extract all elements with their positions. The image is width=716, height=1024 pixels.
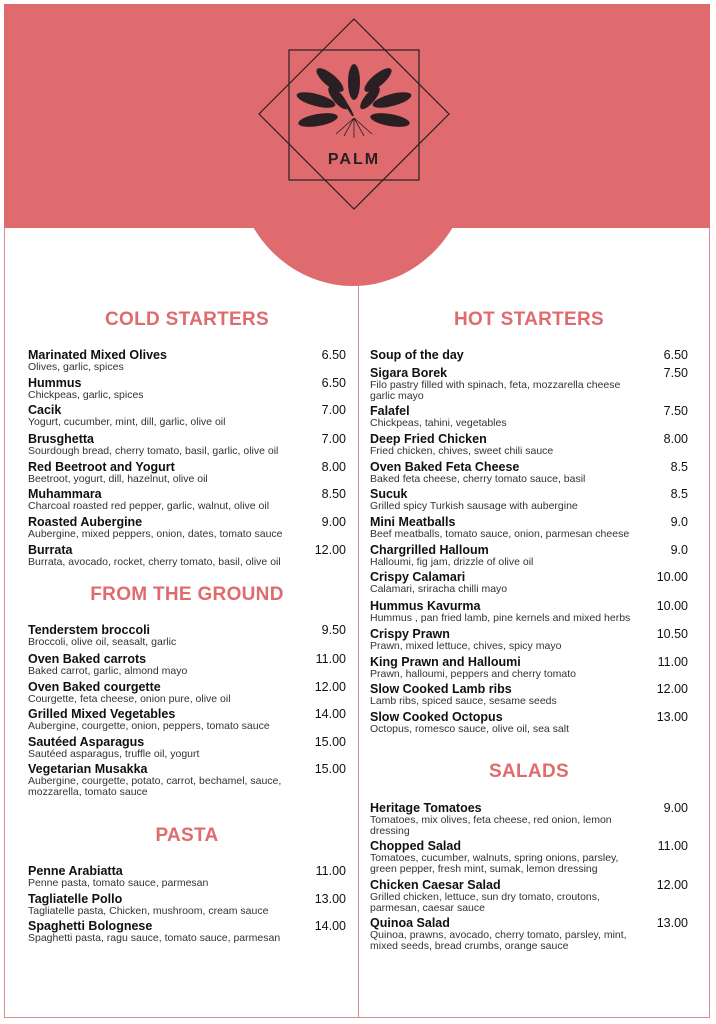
menu-item-description: Quinoa, prawns, avocado, cherry tomato, parsley, mint, mixed seeds, bread crumbs, orange sauce [370, 929, 627, 952]
menu-item-name: Hummus [28, 376, 82, 390]
menu-item-name: Red Beetroot and Yogurt [28, 460, 175, 474]
menu-item-price: 8.00 [663, 432, 688, 446]
menu-item-price: 8.5 [670, 460, 688, 474]
menu-item-name: Hummus Kavurma [370, 599, 481, 613]
menu-item [370, 802, 688, 836]
menu-item-description: Charcoal roasted red pepper, garlic, walnut, olive oil [28, 500, 270, 512]
menu-item-description: Beetroot, yogurt, dill, hazelnut, olive oil [28, 473, 208, 485]
menu-item [370, 488, 688, 512]
menu-item-description: Courgette, feta cheese, onion pure, olive oil [28, 693, 231, 705]
menu-item-name: Marinated Mixed Olives [28, 348, 167, 362]
menu-item [28, 920, 346, 944]
menu-item-name: Chargrilled Halloum [370, 543, 489, 557]
menu-item-description: Spaghetti pasta, ragu sauce, tomato sauce, parmesan [28, 932, 281, 944]
menu-item-description: Aubergine, courgette, onion, peppers, tomato sauce [28, 720, 270, 732]
menu-item-price: 12.00 [656, 682, 688, 696]
menu-item [28, 544, 346, 568]
menu-item-name: Quinoa Salad [370, 916, 450, 930]
menu-item-description: Tagliatelle pasta, Chicken, mushroom, cream sauce [28, 905, 269, 917]
menu-item-price: 7.00 [321, 403, 346, 417]
menu-item-name: Sigara Borek [370, 366, 448, 380]
menu-item-description: Octopus, romesco sauce, olive oil, sea salt [370, 723, 570, 735]
menu-item-price: 7.00 [321, 432, 346, 446]
menu-item-name: Roasted Aubergine [28, 515, 143, 529]
menu-item-price: 8.5 [670, 487, 688, 501]
menu-item-name: Tenderstem broccoli [28, 623, 151, 637]
menu-item-price: 9.0 [670, 515, 688, 529]
menu-item-description: Baked feta cheese, cherry tomato sauce, basil [370, 473, 586, 485]
menu-item-description: Calamari, sriracha chilli mayo [370, 583, 508, 595]
menu-item-description: Tomatoes, mix olives, feta cheese, red onion, lemon dressing [370, 814, 612, 837]
menu-item-name: Crispy Prawn [370, 627, 450, 641]
menu-item-description: Prawn, mixed lettuce, chives, spicy mayo [370, 640, 562, 652]
menu-item-price: 11.00 [657, 655, 688, 669]
menu-item [28, 624, 346, 648]
menu-item-description: Baked carrot, garlic, almond mayo [28, 665, 188, 677]
menu-item-price: 9.0 [670, 543, 688, 557]
menu-item [370, 879, 688, 913]
menu-item [28, 893, 346, 917]
brand-name: PALM [327, 151, 381, 168]
menu-item-name: Mini Meatballs [370, 515, 456, 529]
menu-item-name: Grilled Mixed Vegetables [28, 707, 176, 721]
menu-item-description: Chickpeas, garlic, spices [28, 389, 144, 401]
menu-item-description: Tomatoes, cucumber, walnuts, spring onions, parsley, green pepper, fresh mint, sumak, lemon dressing [370, 852, 619, 875]
menu-item-price: 14.00 [314, 707, 346, 721]
menu-item-name: Oven Baked Feta Cheese [370, 460, 520, 474]
menu-item-name: Falafel [370, 404, 410, 418]
menu-item-description: Penne pasta, tomato sauce, parmesan [28, 877, 209, 889]
menu-item-price: 8.00 [321, 460, 346, 474]
menu-item [28, 763, 346, 797]
menu-item-description: Olives, garlic, spices [28, 361, 124, 373]
menu-item [370, 711, 688, 735]
menu-item-price: 12.00 [314, 680, 346, 694]
menu-item [370, 544, 688, 568]
menu-item-description: Beef meatballs, tomato sauce, onion, parmesan cheese [370, 528, 630, 540]
menu-item-price: 9.00 [663, 801, 688, 815]
palm-logo [256, 16, 452, 212]
menu-item [370, 516, 688, 540]
menu-item-price: 6.50 [663, 348, 688, 362]
menu-item-name: Sautéed Asparagus [28, 735, 145, 749]
menu-item [370, 571, 688, 595]
menu-item-name: Sucuk [370, 487, 408, 501]
section-title-cold-starters: COLD STARTERS [105, 309, 269, 330]
menu-item [370, 461, 688, 485]
menu-item-name: Vegetarian Musakka [28, 762, 148, 776]
menu-item-price: 12.00 [656, 878, 688, 892]
menu-item-price: 8.50 [321, 487, 346, 501]
menu-item-description: Grilled spicy Turkish sausage with aubergine [370, 500, 578, 512]
menu-item-price: 12.00 [314, 543, 346, 557]
menu-item-description: Lamb ribs, spiced sauce, sesame seeds [370, 695, 557, 707]
menu-item [370, 917, 688, 951]
menu-item [370, 840, 688, 874]
menu-item-name: Chicken Caesar Salad [370, 878, 501, 892]
menu-item-price: 6.50 [321, 376, 346, 390]
menu-item [370, 628, 688, 652]
menu-item-description: Hummus , pan fried lamb, pine kernels and mixed herbs [370, 612, 631, 624]
menu-item-description: Aubergine, courgette, potato, carrot, bechamel, sauce, mozzarella, tomato sauce [28, 775, 282, 798]
menu-item-name: Slow Cooked Lamb ribs [370, 682, 512, 696]
menu-item [370, 367, 688, 401]
menu-item-name: Oven Baked carrots [28, 652, 147, 666]
section-title-salads: SALADS [489, 761, 569, 782]
menu-item [370, 405, 688, 429]
menu-item-price: 13.00 [656, 916, 688, 930]
menu-item-name: Slow Cooked Octopus [370, 710, 503, 724]
menu-item-description: Sourdough bread, cherry tomato, basil, garlic, olive oil [28, 445, 279, 457]
menu-item-name: Deep Fried Chicken [370, 432, 487, 446]
menu-item-price: 7.50 [663, 366, 688, 380]
menu-item [370, 683, 688, 707]
menu-item-name: Heritage Tomatoes [370, 801, 482, 815]
menu-item [28, 516, 346, 540]
menu-item-name: Penne Arabiatta [28, 864, 123, 878]
menu-item-description: Chickpeas, tahini, vegetables [370, 417, 507, 429]
menu-item [28, 404, 346, 428]
menu-item [28, 736, 346, 760]
column-divider [358, 286, 359, 1018]
menu-item-description: Sautéed asparagus, truffle oil, yogurt [28, 748, 200, 760]
menu-item-description: Aubergine, mixed peppers, onion, dates, tomato sauce [28, 528, 283, 540]
menu-item-name: Brusghetta [28, 432, 94, 446]
menu-item-description: Grilled chicken, lettuce, sun dry tomato, croutons, parmesan, caesar sauce [370, 891, 600, 914]
menu-item-name: Muhammara [28, 487, 102, 501]
menu-item-price: 14.00 [314, 919, 346, 933]
menu-item-description: Fried chicken, chives, sweet chili sauce [370, 445, 554, 457]
menu-item [28, 461, 346, 485]
menu-item-name: Burrata [28, 543, 73, 557]
menu-item [370, 433, 688, 457]
menu-item-name: Chopped Salad [370, 839, 461, 853]
menu-item [28, 349, 346, 373]
menu-item-name: Oven Baked courgette [28, 680, 161, 694]
menu-item-price: 15.00 [314, 762, 346, 776]
menu-item-description: Broccoli, olive oil, seasalt, garlic [28, 636, 177, 648]
menu-item-price: 6.50 [321, 348, 346, 362]
menu-item [28, 488, 346, 512]
menu-item-price: 11.00 [315, 652, 346, 666]
menu-item-name: Spaghetti Bolognese [28, 919, 153, 933]
menu-item-description: Filo pastry filled with spinach, feta, mozzarella cheese garlic mayo [370, 379, 621, 402]
menu-item [370, 349, 688, 362]
menu-item-description: Prawn, halloumi, peppers and cherry tomato [370, 668, 577, 680]
menu-item-name: Cacik [28, 403, 62, 417]
menu-item-price: 13.00 [314, 892, 346, 906]
menu-item-price: 7.50 [663, 404, 688, 418]
menu-item [370, 656, 688, 680]
section-title-from-the-ground: FROM THE GROUND [90, 584, 284, 605]
menu-item [28, 433, 346, 457]
menu-item-name: Soup of the day [370, 348, 464, 362]
menu-item-description: Yogurt, cucumber, mint, dill, garlic, olive oil [28, 416, 226, 428]
menu-item-price: 10.00 [656, 570, 688, 584]
menu-item-price: 13.00 [656, 710, 688, 724]
section-title-pasta: PASTA [155, 825, 219, 846]
menu-item-price: 10.50 [656, 627, 688, 641]
menu-item-price: 9.00 [321, 515, 346, 529]
menu-item [28, 377, 346, 401]
menu-item-description: Halloumi, fig jam, drizzle of olive oil [370, 556, 534, 568]
menu-item-price: 11.00 [657, 839, 688, 853]
menu-item-price: 10.00 [656, 599, 688, 613]
menu-item-name: Crispy Calamari [370, 570, 466, 584]
menu-item-description: Burrata, avocado, rocket, cherry tomato, basil, olive oil [28, 556, 281, 568]
menu-item [28, 681, 346, 705]
menu-item [370, 600, 688, 624]
menu-item-price: 15.00 [314, 735, 346, 749]
menu-item [28, 865, 346, 889]
menu-item [28, 708, 346, 732]
menu-item [28, 653, 346, 677]
menu-item-name: King Prawn and Halloumi [370, 655, 521, 669]
menu-item-name: Tagliatelle Pollo [28, 892, 123, 906]
menu-item-price: 11.00 [315, 864, 346, 878]
menu-item-price: 9.50 [321, 623, 346, 637]
section-title-hot-starters: HOT STARTERS [454, 309, 604, 330]
